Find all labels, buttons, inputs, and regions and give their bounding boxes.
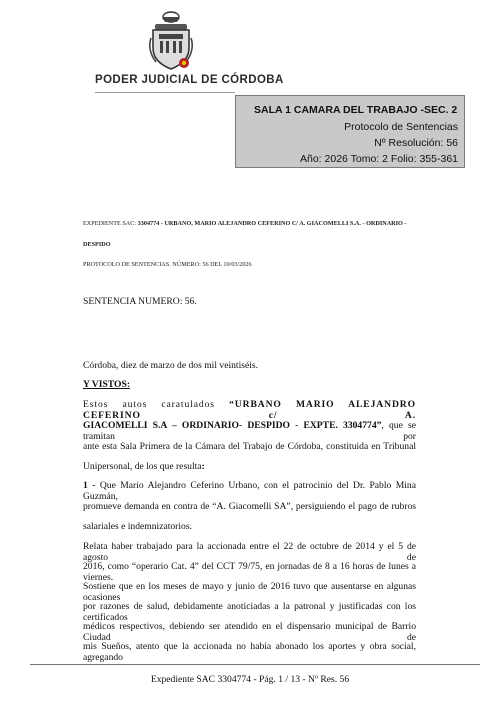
paragraph-line: médicos respectivos, debiendo ser atendido en el dispensario municipal de Barrio Ciudad de: [83, 621, 416, 643]
protocol-line: PROTOCOLO DE SENTENCIAS. NÚMERO: 56 DEL 10/03/2026: [83, 261, 252, 268]
resolution-number: Nº Resolución: 56: [374, 137, 458, 149]
paragraph-line: 1 - Que Mario Alejandro Ceferino Urbano, con el patrocinio del Dr. Pablo Mina Guzmán,: [83, 480, 416, 502]
section-heading: Y VISTOS:: [83, 379, 131, 390]
paragraph-line: 2016, como “operario Cat. 4” del CCT 79/75, en jornadas de 8 a 16 horas de lunes a viernes.: [83, 561, 416, 583]
paragraph-line: GIACOMELLI S.A – ORDINARIO- DESPIDO - EXPTE. 3304774”, que se tramitan por: [83, 420, 416, 442]
header-rule: [95, 92, 235, 93]
protocol-label: Protocolo de Sentencias: [344, 121, 458, 133]
court-coat-of-arms-icon: [146, 8, 196, 72]
case-file-title-continued: DESPIDO: [83, 241, 111, 248]
case-file-line: [83, 220, 406, 227]
case-file-label: EXPEDIENTE SAC:: [83, 220, 137, 227]
paragraph-line: Relata haber trabajado para la accionada entre el 22 de octubre de 2014 y el 5 de agosto de: [83, 541, 416, 563]
paragraph-line: Estos autos caratulados “URBANO MARIO ALEJANDRO CEFERINO c/ A.: [83, 399, 416, 421]
paragraph-line: ante esta Sala Primera de la Cámara del Trabajo de Córdoba, constituida en Tribunal: [83, 441, 416, 452]
page-footer: Expediente SAC 3304774 - Pág. 1 / 13 - Nº Res. 56: [150, 674, 350, 685]
footer-rule: [30, 664, 480, 665]
organization-name: PODER JUDICIAL DE CÓRDOBA: [95, 74, 284, 86]
paragraph-line: salariales e indemnizatorios.: [83, 521, 192, 532]
resolution-info-box: [235, 95, 465, 168]
volume-folio: Año: 2026 Tomo: 2 Folio: 355-361: [300, 153, 458, 165]
sentence-number: SENTENCIA NUMERO: 56.: [83, 296, 197, 307]
paragraph-line: Sostiene que en los meses de mayo y junio de 2016 tuvo que ausentarse en algunas ocasiones: [83, 581, 416, 603]
paragraph-line: promueve demanda en contra de “A. Giacomelli SA”, persiguiendo el pago de rubros: [83, 501, 416, 512]
date-line: Córdoba, diez de marzo de dos mil veintiséis.: [83, 360, 259, 371]
paragraph-line: por razones de salud, debidamente anoticiadas a la patronal y justificadas con los certificados: [83, 601, 416, 623]
case-file-title: 3304774 - URBANO, MARIO ALEJANDRO CEFERINO C/ A. GIACOMELLI S.A. - ORDINARIO -: [137, 220, 407, 227]
paragraph-line: mis Sueños, atento que la accionada no había abonado los aportes y obra social, agregando: [83, 641, 416, 663]
chamber-name: SALA 1 CAMARA DEL TRABAJO -SEC. 2: [254, 104, 458, 116]
paragraph-line: Unipersonal, de los que resulta:: [83, 461, 205, 472]
